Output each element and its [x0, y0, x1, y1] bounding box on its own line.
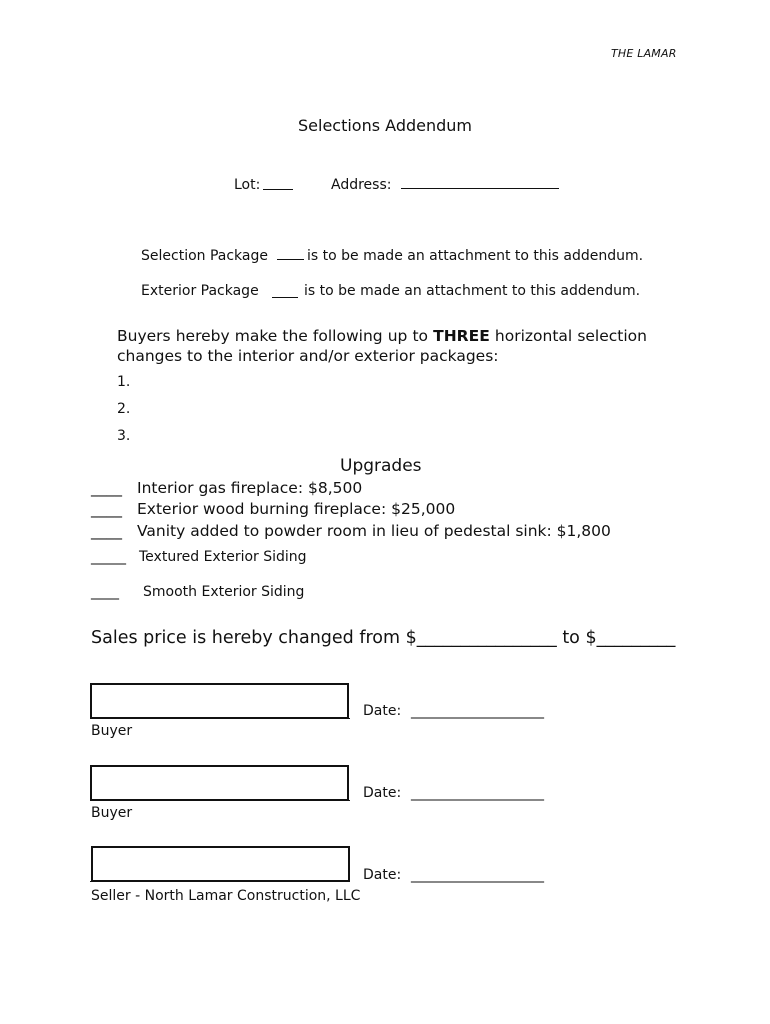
header-tag: THE LAMAR — [611, 47, 677, 60]
date-label: Date: — [363, 703, 402, 719]
list-item: 1. — [117, 374, 131, 390]
buyer-signature-box[interactable] — [90, 765, 349, 801]
buyer-signature-box[interactable] — [90, 683, 349, 719]
date-label: Date: — [363, 867, 402, 883]
buyers-statement: Buyers hereby make the following up to THREE horizontal selection changes to the interior and/or exterior packages: — [117, 327, 647, 365]
date-blank[interactable]: ___________________ — [411, 785, 544, 801]
selection-package-label: Selection Package — [141, 248, 268, 264]
list-item: 3. — [117, 428, 131, 444]
date-blank[interactable]: ___________________ — [411, 867, 544, 883]
upgrade-item-label: Smooth Exterior Siding — [143, 584, 305, 600]
upgrades-title: Upgrades — [340, 456, 422, 476]
exterior-package-label: Exterior Package — [141, 283, 259, 299]
upgrade-item-label: Exterior wood burning fireplace: $25,000 — [137, 500, 456, 518]
upgrade-item-label: Textured Exterior Siding — [139, 549, 307, 565]
selection-package-blank[interactable] — [277, 259, 304, 260]
lot-blank[interactable] — [263, 189, 293, 190]
date-blank[interactable]: ___________________ — [411, 703, 544, 719]
address-blank[interactable] — [401, 188, 559, 189]
list-item: 2. — [117, 401, 131, 417]
upgrade-blank[interactable]: ____ — [91, 479, 122, 497]
document-title: Selections Addendum — [298, 116, 472, 135]
sales-price-statement: Sales price is hereby changed from $________________ to $_________ — [91, 628, 676, 648]
upgrade-blank[interactable]: _____ — [91, 549, 126, 565]
date-label: Date: — [363, 785, 402, 801]
signer-role: Buyer — [91, 723, 133, 739]
signer-role: Buyer — [91, 805, 133, 821]
lot-label: Lot: — [234, 177, 261, 193]
exterior-package-text: is to be made an attachment to this addendum. — [304, 283, 641, 299]
address-label: Address: — [331, 177, 392, 193]
upgrade-item-label: Vanity added to powder room in lieu of pedestal sink: $1,800 — [137, 522, 611, 540]
upgrade-blank[interactable]: ____ — [91, 500, 122, 518]
signature-line — [90, 881, 350, 882]
exterior-package-blank[interactable] — [272, 297, 298, 298]
upgrade-blank[interactable]: ____ — [91, 522, 122, 540]
upgrade-item-label: Interior gas fireplace: $8,500 — [137, 479, 363, 497]
selection-package-text: is to be made an attachment to this addendum. — [307, 248, 644, 264]
seller-signature-box[interactable] — [91, 846, 350, 882]
signer-role: Seller - North Lamar Construction, LLC — [91, 888, 361, 904]
signature-line — [90, 800, 350, 801]
upgrade-blank[interactable]: ____ — [91, 584, 119, 600]
signature-line — [90, 718, 350, 719]
buyers-statement-emphasis: THREE — [433, 327, 490, 345]
